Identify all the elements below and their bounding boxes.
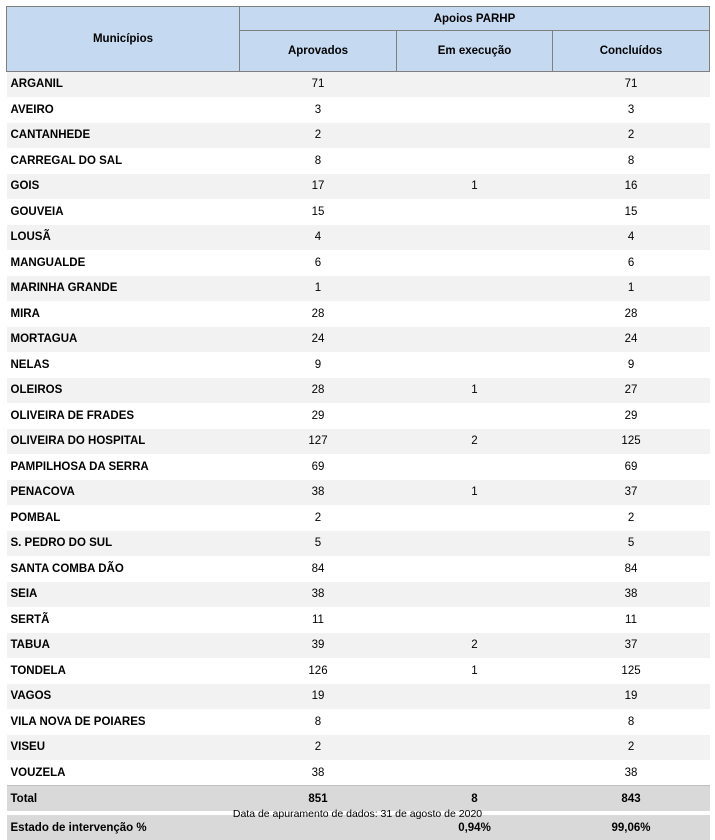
aprovados-cell: 39 [240, 633, 397, 659]
concluidos-cell: 27 [553, 378, 710, 404]
em-execucao-cell: 1 [397, 658, 553, 684]
municipio-cell: GOUVEIA [7, 199, 240, 225]
table-row [7, 607, 710, 633]
concluidos-cell: 2 [553, 735, 710, 761]
aprovados-cell: 8 [240, 148, 397, 174]
municipio-cell: POMBAL [7, 505, 240, 531]
concluidos-cell: 19 [553, 684, 710, 710]
municipio-cell: MORTAGUA [7, 327, 240, 353]
table-container [6, 6, 709, 840]
municipio-cell: SERTÃ [7, 607, 240, 633]
concluidos-cell: 8 [553, 148, 710, 174]
table-row [7, 480, 710, 506]
municipio-cell: GOIS [7, 174, 240, 200]
table-row [7, 72, 710, 98]
em-execucao-cell [397, 276, 553, 302]
em-execucao-cell: 2 [397, 429, 553, 455]
concluidos-cell: 125 [553, 658, 710, 684]
municipio-cell: ARGANIL [7, 72, 240, 98]
concluidos-cell: 2 [553, 505, 710, 531]
concluidos-cell: 5 [553, 531, 710, 557]
concluidos-cell: 37 [553, 480, 710, 506]
header-concluidos: Concluídos [553, 31, 710, 72]
aprovados-cell: 127 [240, 429, 397, 455]
aprovados-cell: 15 [240, 199, 397, 225]
concluidos-cell: 6 [553, 250, 710, 276]
concluidos-cell: 71 [553, 72, 710, 98]
table-row [7, 301, 710, 327]
concluidos-cell: 8 [553, 709, 710, 735]
header-apoios-parhp: Apoios PARHP [240, 7, 710, 31]
em-execucao-cell [397, 72, 553, 98]
em-execucao-cell [397, 454, 553, 480]
municipio-cell: CANTANHEDE [7, 123, 240, 149]
table-row [7, 556, 710, 582]
header-em-execucao: Em execução [397, 31, 553, 72]
estado-concluidos: 99,06% [553, 815, 710, 840]
concluidos-cell: 37 [553, 633, 710, 659]
table-row [7, 174, 710, 200]
total-aprovados: 851 [240, 786, 397, 812]
aprovados-cell: 28 [240, 378, 397, 404]
em-execucao-cell [397, 301, 553, 327]
concluidos-cell: 125 [553, 429, 710, 455]
table-row [7, 505, 710, 531]
aprovados-cell: 4 [240, 225, 397, 251]
aprovados-cell: 11 [240, 607, 397, 633]
aprovados-cell: 84 [240, 556, 397, 582]
aprovados-cell: 28 [240, 301, 397, 327]
municipio-cell: OLIVEIRA DE FRADES [7, 403, 240, 429]
concluidos-cell: 38 [553, 582, 710, 608]
em-execucao-cell [397, 505, 553, 531]
municipio-cell: SEIA [7, 582, 240, 608]
estado-label: Estado de intervenção % [7, 815, 240, 840]
concluidos-cell: 28 [553, 301, 710, 327]
aprovados-cell: 24 [240, 327, 397, 353]
municipio-cell: VILA NOVA DE POIARES [7, 709, 240, 735]
table-row [7, 148, 710, 174]
table-row [7, 429, 710, 455]
municipio-cell: S. PEDRO DO SUL [7, 531, 240, 557]
municipio-cell: VAGOS [7, 684, 240, 710]
concluidos-cell: 11 [553, 607, 710, 633]
em-execucao-cell [397, 582, 553, 608]
aprovados-cell: 69 [240, 454, 397, 480]
concluidos-cell: 29 [553, 403, 710, 429]
table-row [7, 327, 710, 353]
municipio-cell: OLEIROS [7, 378, 240, 404]
concluidos-cell: 15 [553, 199, 710, 225]
em-execucao-cell: 1 [397, 378, 553, 404]
table-row [7, 97, 710, 123]
aprovados-cell: 5 [240, 531, 397, 557]
municipio-cell: LOUSÃ [7, 225, 240, 251]
em-execucao-cell [397, 735, 553, 761]
estado-em-execucao: 0,94% [397, 815, 553, 840]
aprovados-cell: 8 [240, 709, 397, 735]
table-row [7, 352, 710, 378]
em-execucao-cell [397, 556, 553, 582]
aprovados-cell: 38 [240, 760, 397, 786]
concluidos-cell: 4 [553, 225, 710, 251]
aprovados-cell: 38 [240, 480, 397, 506]
aprovados-cell: 17 [240, 174, 397, 200]
em-execucao-cell [397, 760, 553, 786]
table-row [7, 378, 710, 404]
aprovados-cell: 6 [240, 250, 397, 276]
table-row [7, 684, 710, 710]
concluidos-cell: 24 [553, 327, 710, 353]
em-execucao-cell [397, 123, 553, 149]
data-note: Data de apuramento de dados: 31 de agosto de 2020 [0, 808, 715, 820]
em-execucao-cell [397, 607, 553, 633]
aprovados-cell: 2 [240, 735, 397, 761]
concluidos-cell: 69 [553, 454, 710, 480]
table-row [7, 658, 710, 684]
municipio-cell: CARREGAL DO SAL [7, 148, 240, 174]
total-em-execucao: 8 [397, 786, 553, 812]
table-row [7, 531, 710, 557]
em-execucao-cell: 2 [397, 633, 553, 659]
em-execucao-cell [397, 531, 553, 557]
municipio-cell: MIRA [7, 301, 240, 327]
municipio-cell: AVEIRO [7, 97, 240, 123]
municipio-cell: SANTA COMBA DÃO [7, 556, 240, 582]
municipio-cell: MANGUALDE [7, 250, 240, 276]
table-row [7, 403, 710, 429]
concluidos-cell: 16 [553, 174, 710, 200]
em-execucao-cell [397, 148, 553, 174]
em-execucao-cell [397, 403, 553, 429]
aprovados-cell: 1 [240, 276, 397, 302]
em-execucao-cell [397, 225, 553, 251]
header-municipios: Municípios [7, 7, 240, 72]
em-execucao-cell [397, 684, 553, 710]
em-execucao-cell [397, 199, 553, 225]
table-row [7, 225, 710, 251]
total-label: Total [7, 786, 240, 812]
table-row [7, 633, 710, 659]
municipio-cell: OLIVEIRA DO HOSPITAL [7, 429, 240, 455]
aprovados-cell: 29 [240, 403, 397, 429]
aprovados-cell: 2 [240, 123, 397, 149]
aprovados-cell: 38 [240, 582, 397, 608]
aprovados-cell: 71 [240, 72, 397, 98]
aprovados-cell: 126 [240, 658, 397, 684]
municipio-cell: MARINHA GRANDE [7, 276, 240, 302]
table-row [7, 582, 710, 608]
parhp-table [6, 6, 710, 840]
concluidos-cell: 84 [553, 556, 710, 582]
em-execucao-cell: 1 [397, 480, 553, 506]
concluidos-cell: 1 [553, 276, 710, 302]
aprovados-cell: 9 [240, 352, 397, 378]
municipio-cell: VOUZELA [7, 760, 240, 786]
table-row [7, 123, 710, 149]
em-execucao-cell [397, 327, 553, 353]
table-row [7, 735, 710, 761]
em-execucao-cell [397, 352, 553, 378]
municipio-cell: NELAS [7, 352, 240, 378]
municipio-cell: VISEU [7, 735, 240, 761]
concluidos-cell: 38 [553, 760, 710, 786]
aprovados-cell: 3 [240, 97, 397, 123]
table-row [7, 276, 710, 302]
concluidos-cell: 9 [553, 352, 710, 378]
table-row [7, 454, 710, 480]
table-row [7, 760, 710, 786]
municipio-cell: TABUA [7, 633, 240, 659]
total-concluidos: 843 [553, 786, 710, 812]
table-row [7, 250, 710, 276]
municipio-cell: TONDELA [7, 658, 240, 684]
table-row [7, 709, 710, 735]
concluidos-cell: 2 [553, 123, 710, 149]
header-aprovados: Aprovados [240, 31, 397, 72]
em-execucao-cell [397, 250, 553, 276]
municipio-cell: PAMPILHOSA DA SERRA [7, 454, 240, 480]
table-body [7, 72, 710, 786]
concluidos-cell: 3 [553, 97, 710, 123]
municipio-cell: PENACOVA [7, 480, 240, 506]
em-execucao-cell [397, 709, 553, 735]
em-execucao-cell: 1 [397, 174, 553, 200]
aprovados-cell: 19 [240, 684, 397, 710]
aprovados-cell: 2 [240, 505, 397, 531]
table-row [7, 199, 710, 225]
em-execucao-cell [397, 97, 553, 123]
